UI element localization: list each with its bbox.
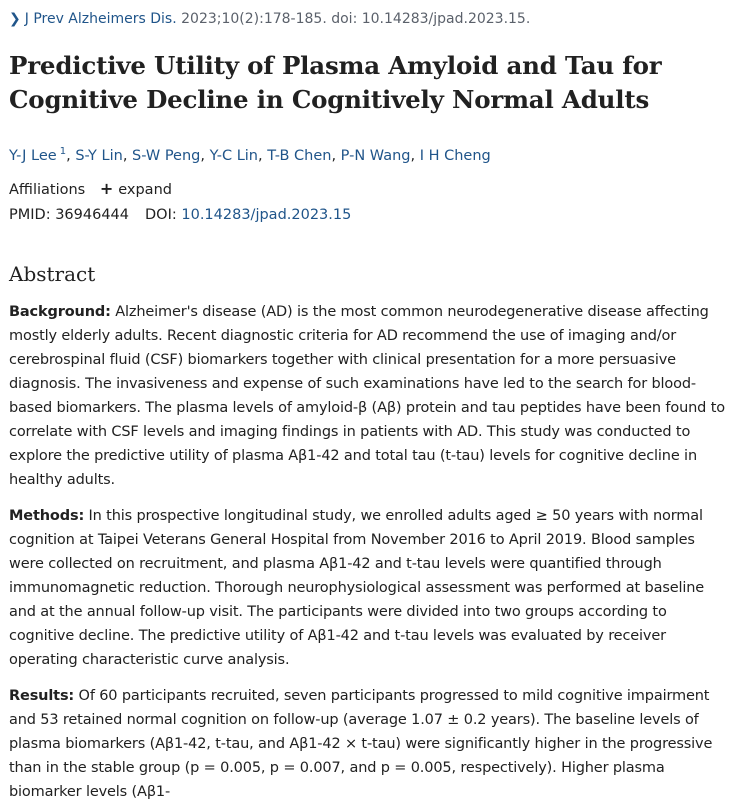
journal-link[interactable]: J Prev Alzheimers Dis.	[24, 11, 177, 27]
identifiers-row	[9, 204, 351, 226]
abstract-methods	[9, 504, 731, 672]
chevron-right-icon: ❯	[9, 11, 21, 27]
background-text: Alzheimer's disease (AD) is the most common neurodegenerative disease affecting mostly elderly adults. Recent diagnostic criteria for AD recommend the use of imaging and/or cerebrospinal fluid (CSF) biomarkers together with clinical presentation for a more persuasive diagnosis. The invasiveness and expense of such examinations have led to the search for blood-based biomarkers. The plasma levels of amyloid-β (Aβ) protein and tau peptides have been found to correlate with CSF levels and imaging findings in patients with AD. This study was conducted to explore the predictive utility of plasma Aβ1-42 and total tau (t-tau) levels for cognitive decline in healthy adults.	[9, 304, 725, 488]
citation-details: 2023;10(2):178-185. doi: 10.14283/jpad.2023.15.	[181, 11, 531, 27]
abstract-background	[9, 300, 731, 492]
expand-affiliations-button[interactable]	[99, 179, 172, 198]
methods-label: Methods:	[9, 508, 85, 524]
results-text: Of 60 participants recruited, seven participants progressed to mild cognitive impairment and 53 retained normal cognition on follow-up (average 1.07 ± 0.2 years). The baseline levels of plasma biomarkers (Aβ1-42, t-tau, and Aβ1-42 × t-tau) were significantly higher in the progressive than in the stable group (p = 0.005, p = 0.007, and p = 0.005, respectively). Higher plasma biomarker levels (Aβ1-	[9, 688, 713, 800]
expand-label: expand	[118, 182, 172, 198]
author-link[interactable]: T-B Chen	[267, 147, 332, 164]
abstract-results	[9, 684, 731, 804]
doi-link[interactable]: 10.14283/jpad.2023.15	[181, 207, 352, 223]
affiliations-row	[9, 178, 172, 201]
affiliation-sup[interactable]: 1	[59, 146, 67, 157]
affiliations-label: Affiliations	[9, 182, 86, 198]
author-link[interactable]: I H Cheng	[419, 147, 491, 164]
author-link[interactable]: P-N Wang	[340, 147, 411, 164]
abstract-heading: Abstract	[9, 262, 96, 286]
pmid-value: 36946444	[55, 207, 130, 223]
author-link[interactable]: S-Y Lin	[75, 147, 123, 164]
author-link[interactable]: Y-J Lee	[9, 147, 57, 164]
background-label: Background:	[9, 304, 111, 320]
methods-text: In this prospective longitudinal study, we enrolled adults aged ≥ 50 years with normal cognition at Taipei Veterans General Hospital from November 2016 to April 2019. Blood samples were collected on recruitment, and plasma Aβ1-42 and t-tau levels were quantified through immunomagnetic reduction. Thorough neurophysiological assessment was performed at baseline and at the annual follow-up visit. The participants were divided into two groups according to cognitive decline. The predictive utility of Aβ1-42 and t-tau levels was evaluated by receiver operating characteristic curve analysis.	[9, 508, 705, 668]
results-label: Results:	[9, 688, 75, 704]
plus-icon: +	[99, 179, 114, 198]
pmid-label: PMID:	[9, 207, 51, 223]
author-link[interactable]: Y-C Lin	[209, 147, 258, 164]
journal-citation	[9, 10, 530, 28]
author-link[interactable]: S-W Peng	[132, 147, 201, 164]
authors-list: Y-J Lee $^1$, S-Y Lin, S-W Peng, Y-C Lin, T-B Chen, P-N Wang, I H Cheng	[9, 146, 491, 164]
article-title: Predictive Utility of Plasma Amyloid and Tau for Cognitive Decline in Cognitively Normal Adults	[9, 51, 662, 114]
doi-label: DOI:	[145, 207, 177, 223]
